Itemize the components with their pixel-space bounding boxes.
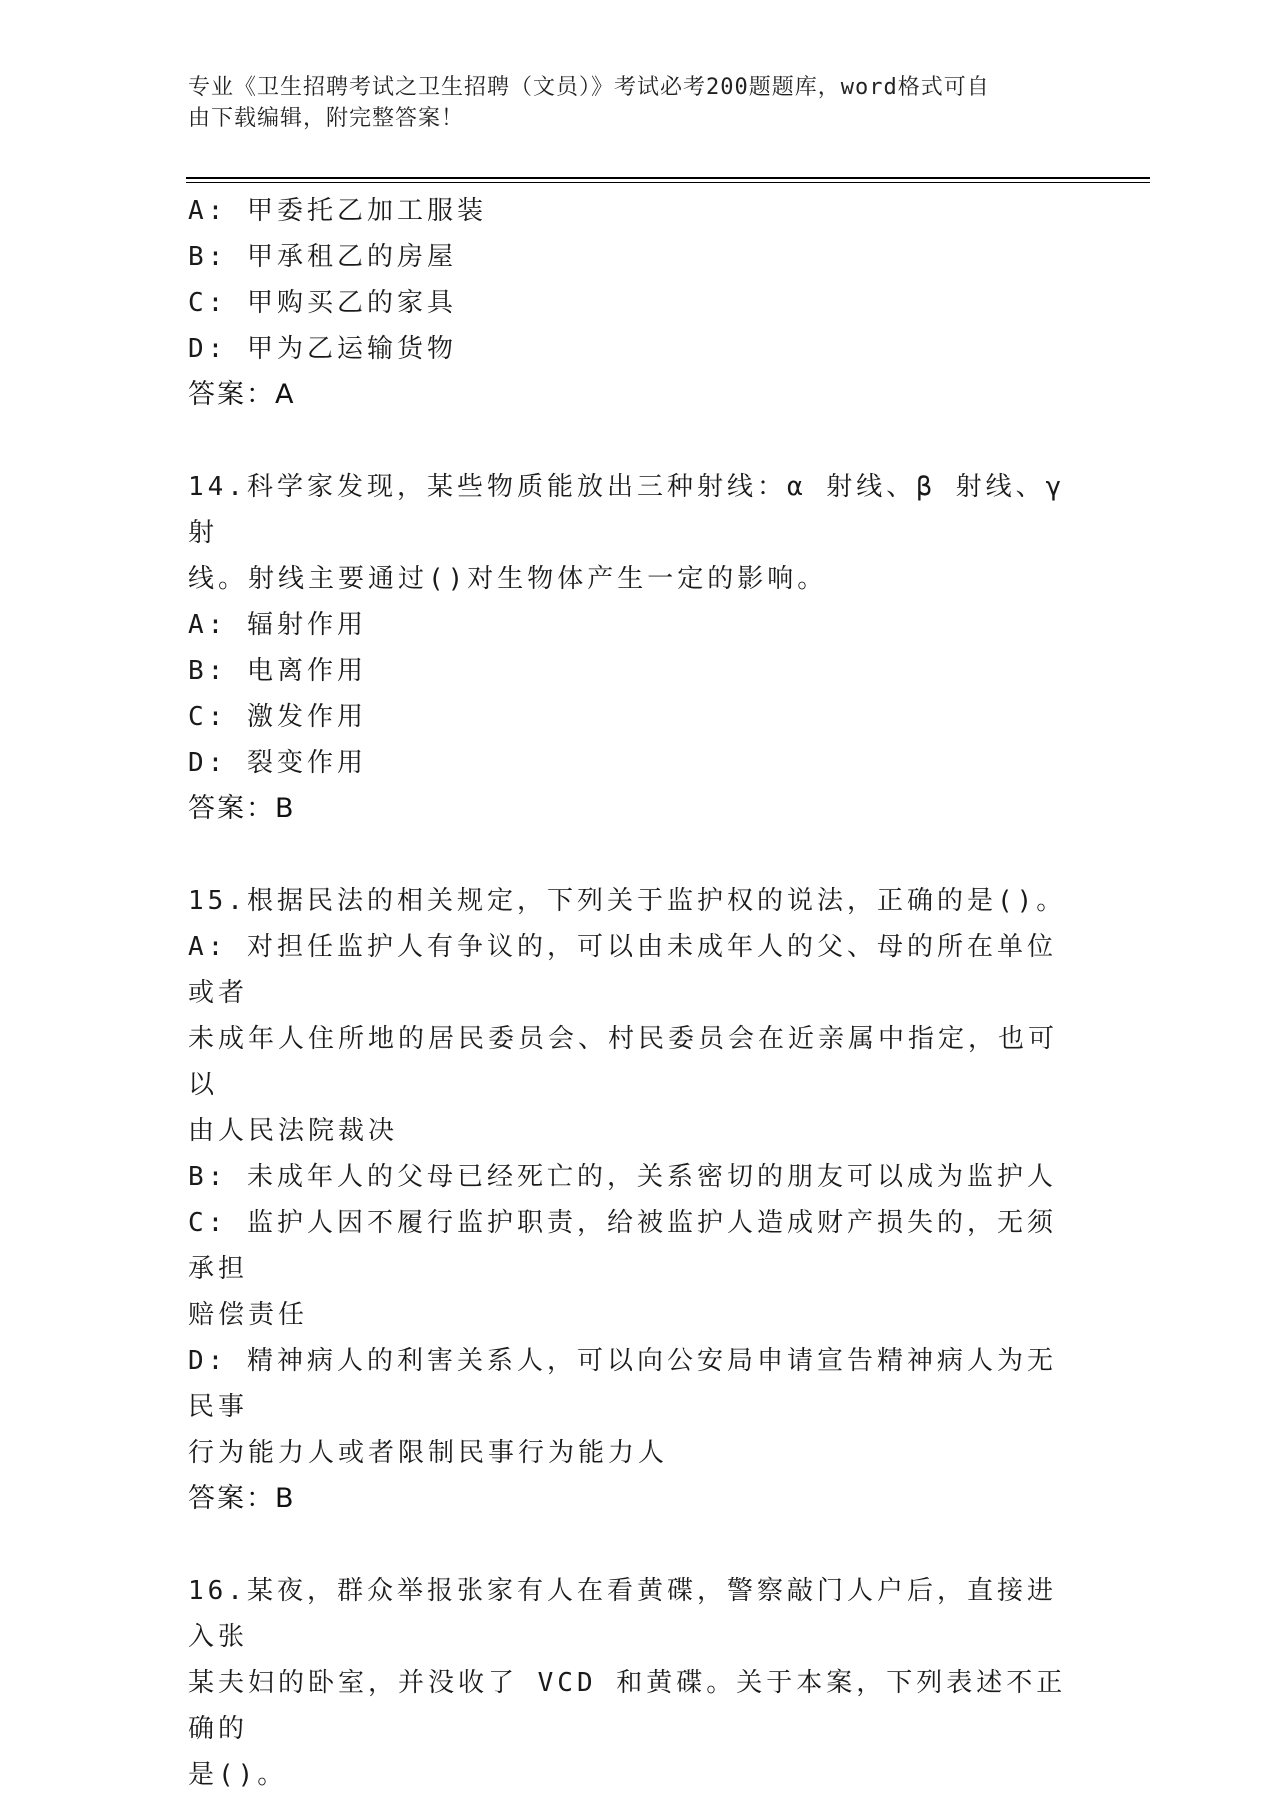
- header-line-1: 专业《卫生招聘考试之卫生招聘（文员）》考试必考200题题库，word格式可自: [188, 75, 990, 100]
- option-a-continued: 由人民法院裁决: [188, 1116, 399, 1146]
- option-c: C: 激发作用: [188, 702, 367, 732]
- option-d: D: 裂变作用: [188, 748, 367, 778]
- question-stem: 16.某夜，群众举报张家有人在看黄碟，警察敲门人户后，直接进入张: [188, 1576, 1057, 1652]
- spacer: [188, 1522, 1078, 1568]
- header-divider-thin: [186, 182, 1150, 183]
- option-b: B: 未成年人的父母已经死亡的，关系密切的朋友可以成为监护人: [188, 1162, 1057, 1192]
- document-header: [188, 72, 1068, 134]
- header-divider-thick: [186, 177, 1150, 179]
- answer-label: 答案：B: [188, 1483, 296, 1514]
- spacer: [188, 832, 1078, 878]
- question-13: [188, 188, 1078, 418]
- option-d: D: 精神病人的利害关系人，可以向公安局申请宣告精神病人为无民事: [188, 1346, 1057, 1422]
- option-a: A: 对担任监护人有争议的，可以由未成年人的父、母的所在单位或者: [188, 932, 1057, 1008]
- option-b: B: 甲承租乙的房屋: [188, 242, 457, 272]
- option-b: B: 电离作用: [188, 656, 367, 686]
- option-a: A: 辐射作用: [188, 610, 367, 640]
- header-line-2: 由下载编辑，附完整答案！: [188, 106, 465, 131]
- answer-label: 答案：B: [188, 793, 296, 824]
- option-c-continued: 赔偿责任: [188, 1300, 309, 1330]
- question-stem: 15.根据民法的相关规定，下列关于监护权的说法，正确的是()。: [188, 886, 1067, 916]
- question-15: [188, 878, 1078, 1522]
- option-a: A: 甲委托乙加工服装: [188, 196, 487, 226]
- document-body: [188, 188, 1085, 1798]
- spacer: [188, 418, 1078, 464]
- question-14: [188, 464, 1085, 832]
- question-stem: 是()。: [188, 1760, 288, 1790]
- option-d: D: 甲为乙运输货物: [188, 334, 457, 364]
- answer-label: 答案：A: [188, 379, 296, 410]
- option-a-continued: 未成年人住所地的居民委员会、村民委员会在近亲属中指定，也可以: [188, 1024, 1059, 1100]
- option-d-continued: 行为能力人或者限制民事行为能力人: [188, 1438, 669, 1468]
- question-stem: 某夫妇的卧室，并没收了 VCD 和黄碟。关于本案，下列表述不正确的: [188, 1668, 1067, 1744]
- question-16: [188, 1568, 1078, 1798]
- question-stem: 14.科学家发现，某些物质能放出三种射线：α 射线、β 射线、γ 射: [188, 472, 1085, 548]
- option-c: C: 甲购买乙的家具: [188, 288, 457, 318]
- question-stem: 线。射线主要通过()对生物体产生一定的影响。: [188, 564, 828, 594]
- option-c: C: 监护人因不履行监护职责，给被监护人造成财产损失的，无须承担: [188, 1208, 1057, 1284]
